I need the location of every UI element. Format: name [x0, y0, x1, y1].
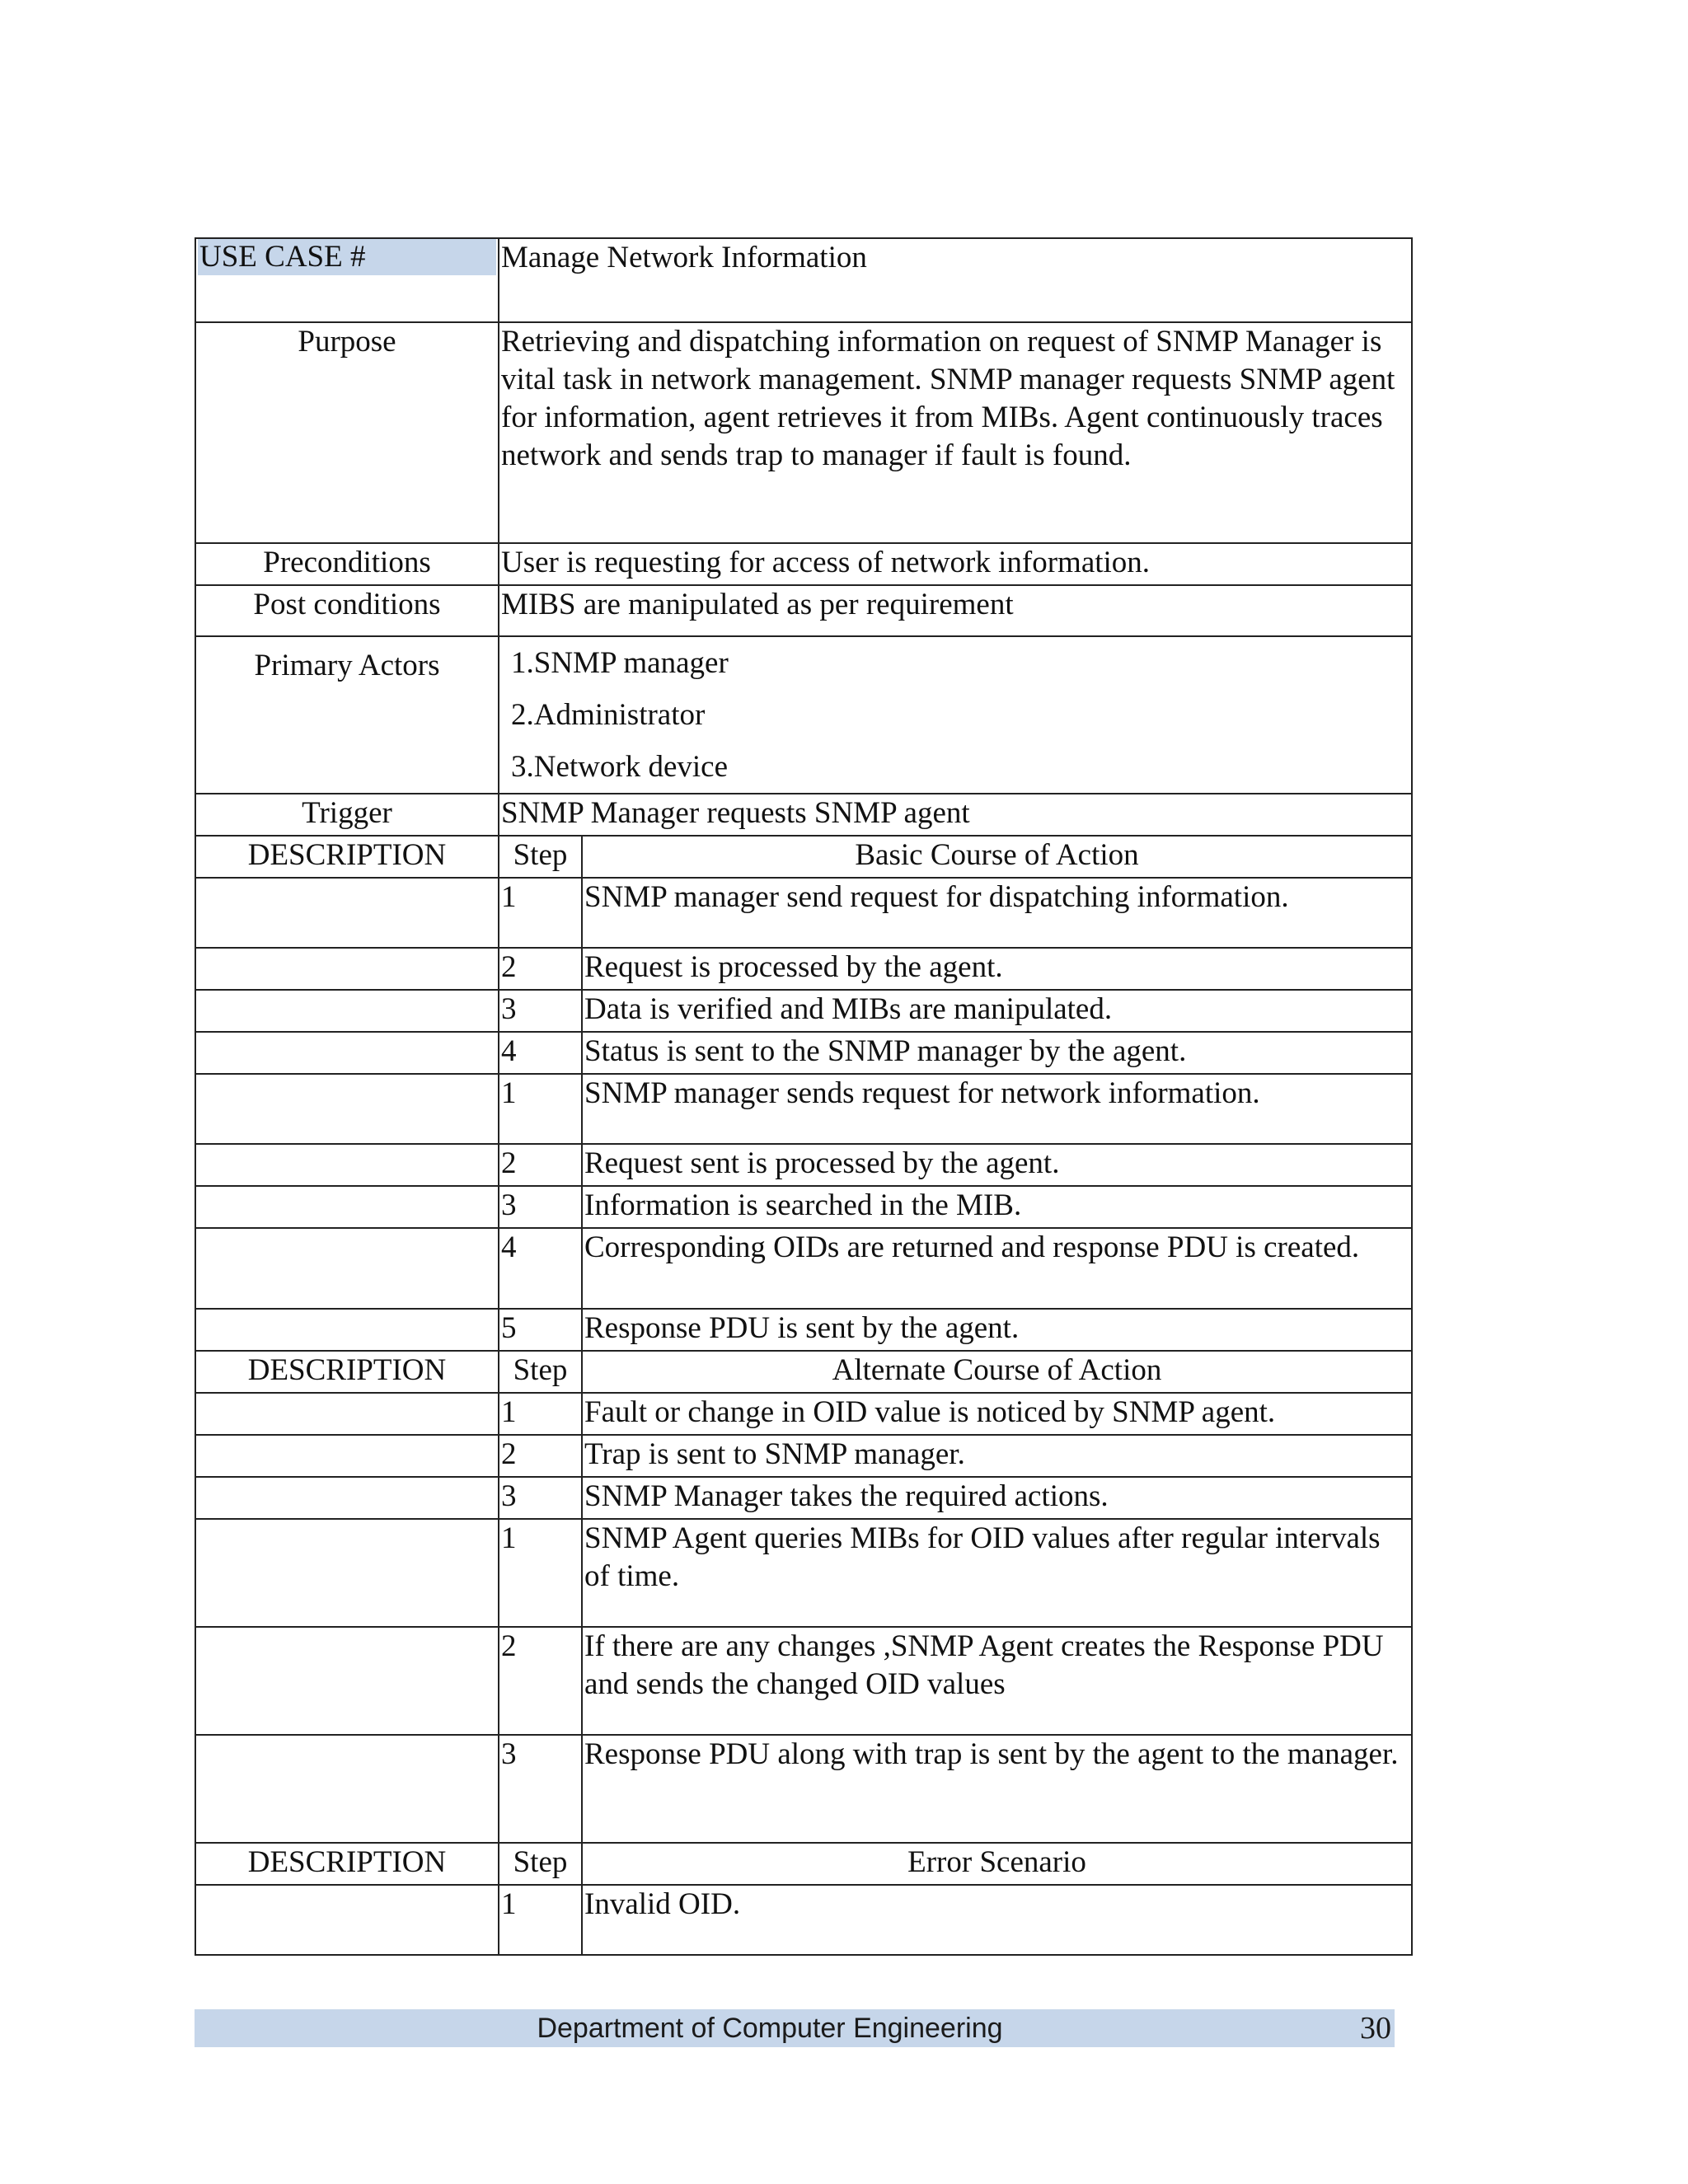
step-text: Response PDU along with trap is sent by the agent to the manager.	[582, 1735, 1412, 1843]
step-number: 1	[499, 878, 582, 948]
purpose-text: Retrieving and dispatching information on request of SNMP Manager is vital task in network management. SNMP manager requests SNMP agent for information, agent retrieves it from MIBs. Agent continuously traces network and sends trap to manager if fault is found.	[499, 322, 1412, 543]
empty-cell	[195, 1074, 499, 1144]
step-text: SNMP manager sends request for network information.	[582, 1074, 1412, 1144]
preconditions-label: Preconditions	[195, 543, 499, 585]
step-number: 4	[499, 1228, 582, 1309]
table-row	[195, 1627, 1412, 1735]
table-row	[195, 1435, 1412, 1477]
step-text: SNMP manager send request for dispatching information.	[582, 878, 1412, 948]
use-case-header-row	[195, 238, 1412, 322]
empty-cell	[195, 1032, 499, 1074]
step-number: 1	[499, 1885, 582, 1955]
step-header: Step	[499, 1351, 582, 1393]
empty-cell	[195, 1627, 499, 1735]
basic-course-header: Basic Course of Action	[582, 836, 1412, 878]
step-number: 3	[499, 990, 582, 1032]
postconditions-label: Post conditions	[195, 585, 499, 636]
step-text: Request sent is processed by the agent.	[582, 1144, 1412, 1186]
actor-item: 3.Network device	[511, 750, 729, 784]
table-row	[195, 1477, 1412, 1519]
error-scenario-header: Error Scenario	[582, 1843, 1412, 1885]
postconditions-row	[195, 585, 1412, 636]
step-number: 1	[499, 1074, 582, 1144]
empty-cell	[195, 1519, 499, 1627]
step-text: Trap is sent to SNMP manager.	[582, 1435, 1412, 1477]
table-row	[195, 1885, 1412, 1955]
page-footer	[195, 2009, 1395, 2047]
empty-cell	[195, 990, 499, 1032]
step-number: 2	[499, 1144, 582, 1186]
step-number: 3	[499, 1735, 582, 1843]
step-text: If there are any changes ,SNMP Agent creates the Response PDU and sends the changed OID values	[582, 1627, 1412, 1735]
description-label: DESCRIPTION	[195, 1843, 499, 1885]
basic-course-header-row	[195, 836, 1412, 878]
step-number: 4	[499, 1032, 582, 1074]
empty-cell	[195, 1393, 499, 1435]
step-text: Response PDU is sent by the agent.	[582, 1309, 1412, 1351]
table-row	[195, 1144, 1412, 1186]
step-number: 2	[499, 1435, 582, 1477]
empty-cell	[195, 1435, 499, 1477]
step-header: Step	[499, 1843, 582, 1885]
empty-cell	[195, 948, 499, 990]
table-row	[195, 948, 1412, 990]
step-text: Fault or change in OID value is noticed by SNMP agent.	[582, 1393, 1412, 1435]
use-case-label-cell	[195, 238, 499, 322]
table-row	[195, 878, 1412, 948]
page-number: 30	[1360, 2011, 1391, 2046]
table-row	[195, 1228, 1412, 1309]
use-case-label: USE CASE #	[198, 239, 496, 275]
step-number: 1	[499, 1519, 582, 1627]
table-row	[195, 1309, 1412, 1351]
step-text: SNMP Agent queries MIBs for OID values after regular intervals of time.	[582, 1519, 1412, 1627]
step-text: Invalid OID.	[582, 1885, 1412, 1955]
step-text: Request is processed by the agent.	[582, 948, 1412, 990]
description-label: DESCRIPTION	[195, 1351, 499, 1393]
step-text: Corresponding OIDs are returned and response PDU is created.	[582, 1228, 1412, 1309]
empty-cell	[195, 1477, 499, 1519]
primary-actors-label: Primary Actors	[195, 636, 499, 794]
alternate-course-header-row	[195, 1351, 1412, 1393]
empty-cell	[195, 1186, 499, 1228]
primary-actors-row	[195, 636, 1412, 794]
postconditions-text: MIBS are manipulated as per requirement	[499, 585, 1412, 636]
empty-cell	[195, 1228, 499, 1309]
alternate-course-header: Alternate Course of Action	[582, 1351, 1412, 1393]
step-number: 1	[499, 1393, 582, 1435]
error-scenario-header-row	[195, 1843, 1412, 1885]
table-row	[195, 1186, 1412, 1228]
table-row	[195, 1735, 1412, 1843]
description-label: DESCRIPTION	[195, 836, 499, 878]
step-text: Information is searched in the MIB.	[582, 1186, 1412, 1228]
actor-item: 1.SNMP manager	[511, 646, 729, 680]
trigger-row	[195, 794, 1412, 836]
step-text: Data is verified and MIBs are manipulated.	[582, 990, 1412, 1032]
step-number: 3	[499, 1186, 582, 1228]
table-row	[195, 1519, 1412, 1627]
preconditions-text: User is requesting for access of network information.	[499, 543, 1412, 585]
purpose-label: Purpose	[195, 322, 499, 543]
empty-cell	[195, 878, 499, 948]
preconditions-row	[195, 543, 1412, 585]
table-row	[195, 990, 1412, 1032]
table-row	[195, 1074, 1412, 1144]
step-text: Status is sent to the SNMP manager by the agent.	[582, 1032, 1412, 1074]
step-number: 2	[499, 1627, 582, 1735]
empty-cell	[195, 1309, 499, 1351]
step-header: Step	[499, 836, 582, 878]
footer-department: Department of Computer Engineering	[537, 2013, 1003, 2044]
step-number: 3	[499, 1477, 582, 1519]
table-row	[195, 1393, 1412, 1435]
empty-cell	[195, 1144, 499, 1186]
use-case-title: Manage Network Information	[499, 238, 1412, 322]
use-case-table	[195, 237, 1413, 1956]
purpose-row	[195, 322, 1412, 543]
primary-actors-list	[499, 636, 1412, 794]
step-text: SNMP Manager takes the required actions.	[582, 1477, 1412, 1519]
trigger-label: Trigger	[195, 794, 499, 836]
step-number: 2	[499, 948, 582, 990]
empty-cell	[195, 1885, 499, 1955]
table-row	[195, 1032, 1412, 1074]
actor-item: 2.Administrator	[511, 698, 706, 732]
step-number: 5	[499, 1309, 582, 1351]
empty-cell	[195, 1735, 499, 1843]
trigger-text: SNMP Manager requests SNMP agent	[499, 794, 1412, 836]
